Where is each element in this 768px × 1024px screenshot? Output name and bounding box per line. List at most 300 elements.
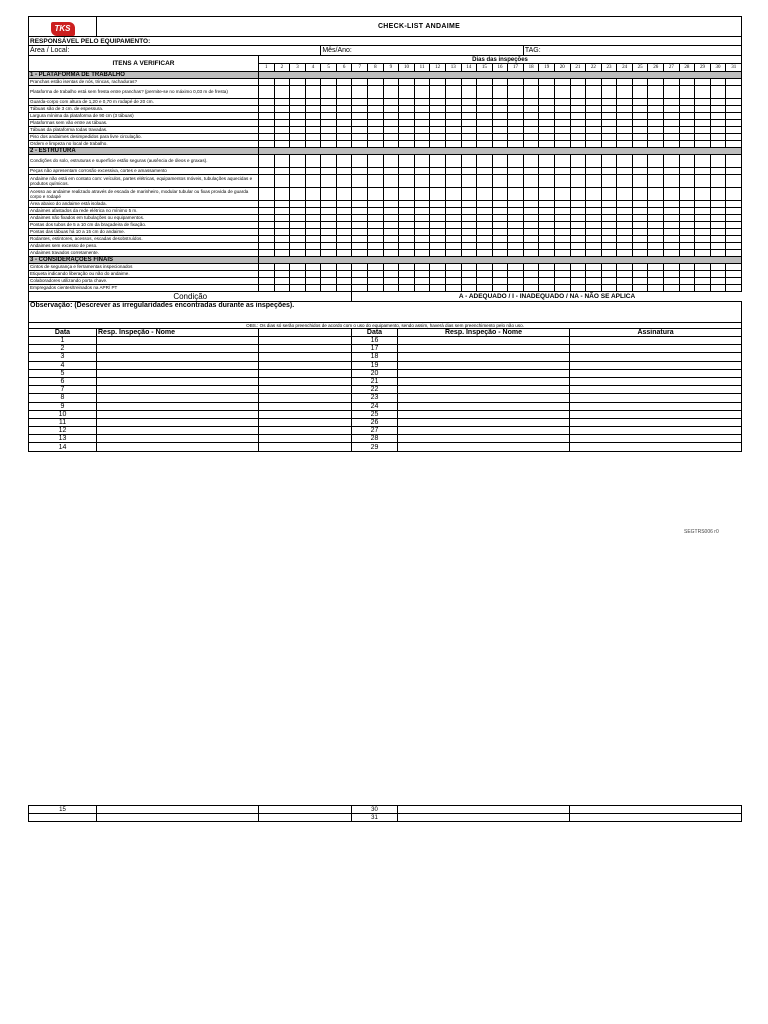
day-check-cell[interactable] [383, 222, 399, 229]
day-check-cell[interactable] [695, 278, 711, 285]
day-check-cell[interactable] [305, 278, 321, 285]
day-check-cell[interactable] [352, 168, 368, 175]
day-check-cell[interactable] [554, 250, 570, 257]
day-check-cell[interactable] [695, 168, 711, 175]
day-check-cell[interactable] [710, 141, 726, 148]
record-extra[interactable] [259, 386, 352, 394]
record-inspector-name-2[interactable] [398, 435, 570, 443]
day-check-cell[interactable] [648, 79, 664, 86]
day-check-cell[interactable] [508, 271, 524, 278]
day-check-cell[interactable] [648, 278, 664, 285]
day-check-cell[interactable] [492, 188, 508, 201]
day-check-cell[interactable] [399, 243, 415, 250]
record-signature[interactable] [570, 369, 742, 377]
day-check-cell[interactable] [290, 168, 306, 175]
record-inspector-name-2[interactable] [398, 361, 570, 369]
day-check-cell[interactable] [259, 113, 275, 120]
record-inspector-name-2[interactable] [398, 806, 570, 814]
day-check-cell[interactable] [570, 99, 586, 106]
day-check-cell[interactable] [461, 250, 477, 257]
day-check-cell[interactable] [461, 127, 477, 134]
day-check-cell[interactable] [477, 155, 493, 168]
day-check-cell[interactable] [368, 188, 384, 201]
day-check-cell[interactable] [539, 271, 555, 278]
day-check-cell[interactable] [336, 229, 352, 236]
day-check-cell[interactable] [539, 264, 555, 271]
day-check-cell[interactable] [648, 201, 664, 208]
day-check-cell[interactable] [679, 86, 695, 99]
day-check-cell[interactable] [445, 229, 461, 236]
day-check-cell[interactable] [321, 222, 337, 229]
day-check-cell[interactable] [461, 134, 477, 141]
day-check-cell[interactable] [430, 86, 446, 99]
day-check-cell[interactable] [477, 134, 493, 141]
day-check-cell[interactable] [679, 106, 695, 113]
day-check-cell[interactable] [648, 99, 664, 106]
day-check-cell[interactable] [601, 250, 617, 257]
record-signature[interactable] [570, 345, 742, 353]
day-check-cell[interactable] [352, 264, 368, 271]
day-check-cell[interactable] [352, 271, 368, 278]
day-check-cell[interactable] [414, 175, 430, 188]
day-check-cell[interactable] [726, 188, 742, 201]
day-check-cell[interactable] [586, 155, 602, 168]
day-check-cell[interactable] [523, 106, 539, 113]
day-check-cell[interactable] [352, 141, 368, 148]
day-check-cell[interactable] [710, 188, 726, 201]
day-check-cell[interactable] [523, 141, 539, 148]
day-check-cell[interactable] [352, 134, 368, 141]
day-check-cell[interactable] [726, 99, 742, 106]
day-check-cell[interactable] [570, 141, 586, 148]
day-check-cell[interactable] [664, 222, 680, 229]
day-check-cell[interactable] [305, 168, 321, 175]
day-check-cell[interactable] [305, 243, 321, 250]
day-check-cell[interactable] [368, 278, 384, 285]
day-check-cell[interactable] [414, 271, 430, 278]
day-check-cell[interactable] [664, 106, 680, 113]
day-check-cell[interactable] [617, 134, 633, 141]
day-check-cell[interactable] [554, 222, 570, 229]
day-check-cell[interactable] [445, 86, 461, 99]
day-check-cell[interactable] [259, 201, 275, 208]
day-check-cell[interactable] [695, 285, 711, 292]
day-check-cell[interactable] [523, 229, 539, 236]
day-check-cell[interactable] [399, 127, 415, 134]
day-check-cell[interactable] [336, 134, 352, 141]
day-check-cell[interactable] [383, 264, 399, 271]
day-check-cell[interactable] [430, 236, 446, 243]
day-check-cell[interactable] [336, 141, 352, 148]
record-inspector-name[interactable] [97, 410, 259, 418]
day-check-cell[interactable] [274, 278, 290, 285]
day-check-cell[interactable] [477, 106, 493, 113]
day-check-cell[interactable] [664, 134, 680, 141]
day-check-cell[interactable] [383, 155, 399, 168]
day-check-cell[interactable] [523, 86, 539, 99]
day-check-cell[interactable] [274, 222, 290, 229]
day-check-cell[interactable] [679, 208, 695, 215]
day-check-cell[interactable] [445, 175, 461, 188]
day-check-cell[interactable] [601, 155, 617, 168]
day-check-cell[interactable] [259, 215, 275, 222]
day-check-cell[interactable] [430, 188, 446, 201]
day-check-cell[interactable] [290, 250, 306, 257]
day-check-cell[interactable] [461, 175, 477, 188]
day-check-cell[interactable] [632, 236, 648, 243]
record-extra[interactable] [259, 337, 352, 345]
day-check-cell[interactable] [430, 120, 446, 127]
day-check-cell[interactable] [710, 134, 726, 141]
day-check-cell[interactable] [336, 155, 352, 168]
day-check-cell[interactable] [679, 264, 695, 271]
day-check-cell[interactable] [461, 278, 477, 285]
day-check-cell[interactable] [414, 215, 430, 222]
day-check-cell[interactable] [508, 215, 524, 222]
day-check-cell[interactable] [430, 271, 446, 278]
day-check-cell[interactable] [632, 113, 648, 120]
day-check-cell[interactable] [601, 201, 617, 208]
day-check-cell[interactable] [336, 208, 352, 215]
day-check-cell[interactable] [477, 127, 493, 134]
day-check-cell[interactable] [508, 99, 524, 106]
day-check-cell[interactable] [445, 113, 461, 120]
day-check-cell[interactable] [336, 79, 352, 86]
day-check-cell[interactable] [617, 113, 633, 120]
record-inspector-name[interactable] [97, 443, 259, 451]
day-check-cell[interactable] [461, 229, 477, 236]
record-signature[interactable] [570, 361, 742, 369]
day-check-cell[interactable] [430, 134, 446, 141]
day-check-cell[interactable] [710, 120, 726, 127]
day-check-cell[interactable] [259, 243, 275, 250]
day-check-cell[interactable] [523, 278, 539, 285]
day-check-cell[interactable] [414, 120, 430, 127]
day-check-cell[interactable] [601, 120, 617, 127]
day-check-cell[interactable] [336, 278, 352, 285]
day-check-cell[interactable] [259, 155, 275, 168]
day-check-cell[interactable] [539, 229, 555, 236]
day-check-cell[interactable] [414, 113, 430, 120]
day-check-cell[interactable] [664, 250, 680, 257]
day-check-cell[interactable] [508, 175, 524, 188]
day-check-cell[interactable] [710, 271, 726, 278]
day-check-cell[interactable] [539, 79, 555, 86]
day-check-cell[interactable] [445, 278, 461, 285]
day-check-cell[interactable] [726, 113, 742, 120]
day-check-cell[interactable] [290, 113, 306, 120]
record-signature[interactable] [570, 418, 742, 426]
day-check-cell[interactable] [305, 188, 321, 201]
day-check-cell[interactable] [710, 79, 726, 86]
day-check-cell[interactable] [617, 215, 633, 222]
day-check-cell[interactable] [664, 155, 680, 168]
day-check-cell[interactable] [617, 236, 633, 243]
day-check-cell[interactable] [492, 201, 508, 208]
day-check-cell[interactable] [336, 271, 352, 278]
day-check-cell[interactable] [383, 215, 399, 222]
day-check-cell[interactable] [601, 127, 617, 134]
day-check-cell[interactable] [352, 86, 368, 99]
record-inspector-name[interactable] [97, 814, 259, 822]
day-check-cell[interactable] [290, 141, 306, 148]
day-check-cell[interactable] [554, 208, 570, 215]
day-check-cell[interactable] [648, 106, 664, 113]
day-check-cell[interactable] [695, 175, 711, 188]
day-check-cell[interactable] [554, 215, 570, 222]
day-check-cell[interactable] [368, 113, 384, 120]
day-check-cell[interactable] [321, 175, 337, 188]
day-check-cell[interactable] [336, 106, 352, 113]
day-check-cell[interactable] [368, 264, 384, 271]
day-check-cell[interactable] [664, 168, 680, 175]
day-check-cell[interactable] [259, 175, 275, 188]
day-check-cell[interactable] [321, 278, 337, 285]
day-check-cell[interactable] [259, 229, 275, 236]
day-check-cell[interactable] [445, 168, 461, 175]
day-check-cell[interactable] [601, 188, 617, 201]
day-check-cell[interactable] [445, 208, 461, 215]
day-check-cell[interactable] [726, 236, 742, 243]
day-check-cell[interactable] [352, 188, 368, 201]
day-check-cell[interactable] [477, 208, 493, 215]
day-check-cell[interactable] [586, 243, 602, 250]
day-check-cell[interactable] [695, 201, 711, 208]
day-check-cell[interactable] [321, 120, 337, 127]
day-check-cell[interactable] [554, 188, 570, 201]
day-check-cell[interactable] [477, 271, 493, 278]
day-check-cell[interactable] [601, 134, 617, 141]
day-check-cell[interactable] [617, 86, 633, 99]
day-check-cell[interactable] [632, 243, 648, 250]
day-check-cell[interactable] [632, 229, 648, 236]
day-check-cell[interactable] [399, 236, 415, 243]
day-check-cell[interactable] [399, 175, 415, 188]
day-check-cell[interactable] [664, 285, 680, 292]
day-check-cell[interactable] [321, 285, 337, 292]
day-check-cell[interactable] [710, 229, 726, 236]
day-check-cell[interactable] [321, 271, 337, 278]
record-inspector-name-2[interactable] [398, 427, 570, 435]
day-check-cell[interactable] [554, 168, 570, 175]
day-check-cell[interactable] [570, 79, 586, 86]
day-check-cell[interactable] [352, 243, 368, 250]
day-check-cell[interactable] [695, 113, 711, 120]
day-check-cell[interactable] [632, 99, 648, 106]
day-check-cell[interactable] [336, 99, 352, 106]
day-check-cell[interactable] [554, 120, 570, 127]
day-check-cell[interactable] [710, 201, 726, 208]
day-check-cell[interactable] [305, 134, 321, 141]
day-check-cell[interactable] [430, 278, 446, 285]
day-check-cell[interactable] [399, 222, 415, 229]
day-check-cell[interactable] [554, 155, 570, 168]
day-check-cell[interactable] [648, 168, 664, 175]
day-check-cell[interactable] [586, 168, 602, 175]
day-check-cell[interactable] [492, 106, 508, 113]
day-check-cell[interactable] [664, 264, 680, 271]
day-check-cell[interactable] [539, 236, 555, 243]
day-check-cell[interactable] [477, 175, 493, 188]
day-check-cell[interactable] [710, 278, 726, 285]
day-check-cell[interactable] [477, 201, 493, 208]
day-check-cell[interactable] [492, 208, 508, 215]
day-check-cell[interactable] [570, 243, 586, 250]
day-check-cell[interactable] [336, 264, 352, 271]
day-check-cell[interactable] [554, 86, 570, 99]
day-check-cell[interactable] [290, 86, 306, 99]
record-inspector-name[interactable] [97, 377, 259, 385]
day-check-cell[interactable] [477, 250, 493, 257]
day-check-cell[interactable] [274, 236, 290, 243]
day-check-cell[interactable] [632, 271, 648, 278]
day-check-cell[interactable] [648, 243, 664, 250]
day-check-cell[interactable] [305, 236, 321, 243]
day-check-cell[interactable] [632, 264, 648, 271]
day-check-cell[interactable] [586, 120, 602, 127]
day-check-cell[interactable] [445, 99, 461, 106]
record-inspector-name[interactable] [97, 386, 259, 394]
day-check-cell[interactable] [664, 86, 680, 99]
day-check-cell[interactable] [539, 222, 555, 229]
day-check-cell[interactable] [305, 120, 321, 127]
day-check-cell[interactable] [508, 155, 524, 168]
day-check-cell[interactable] [539, 285, 555, 292]
day-check-cell[interactable] [274, 127, 290, 134]
day-check-cell[interactable] [523, 285, 539, 292]
day-check-cell[interactable] [539, 113, 555, 120]
day-check-cell[interactable] [274, 155, 290, 168]
day-check-cell[interactable] [726, 264, 742, 271]
day-check-cell[interactable] [664, 120, 680, 127]
day-check-cell[interactable] [648, 236, 664, 243]
day-check-cell[interactable] [414, 141, 430, 148]
day-check-cell[interactable] [368, 215, 384, 222]
day-check-cell[interactable] [570, 208, 586, 215]
day-check-cell[interactable] [305, 264, 321, 271]
day-check-cell[interactable] [695, 141, 711, 148]
day-check-cell[interactable] [368, 250, 384, 257]
day-check-cell[interactable] [648, 215, 664, 222]
record-inspector-name-2[interactable] [398, 337, 570, 345]
record-inspector-name[interactable] [97, 353, 259, 361]
record-signature[interactable] [570, 353, 742, 361]
day-check-cell[interactable] [523, 243, 539, 250]
day-check-cell[interactable] [321, 250, 337, 257]
day-check-cell[interactable] [586, 208, 602, 215]
day-check-cell[interactable] [259, 188, 275, 201]
day-check-cell[interactable] [554, 229, 570, 236]
day-check-cell[interactable] [695, 215, 711, 222]
day-check-cell[interactable] [477, 86, 493, 99]
day-check-cell[interactable] [445, 155, 461, 168]
day-check-cell[interactable] [274, 243, 290, 250]
area-field[interactable]: Área / Local: [29, 46, 321, 56]
day-check-cell[interactable] [695, 271, 711, 278]
day-check-cell[interactable] [368, 271, 384, 278]
day-check-cell[interactable] [430, 155, 446, 168]
day-check-cell[interactable] [461, 271, 477, 278]
day-check-cell[interactable] [664, 99, 680, 106]
day-check-cell[interactable] [710, 86, 726, 99]
day-check-cell[interactable] [664, 243, 680, 250]
day-check-cell[interactable] [570, 271, 586, 278]
day-check-cell[interactable] [336, 250, 352, 257]
day-check-cell[interactable] [290, 175, 306, 188]
day-check-cell[interactable] [648, 113, 664, 120]
record-inspector-name[interactable] [97, 418, 259, 426]
day-check-cell[interactable] [695, 222, 711, 229]
day-check-cell[interactable] [368, 79, 384, 86]
day-check-cell[interactable] [617, 188, 633, 201]
day-check-cell[interactable] [664, 201, 680, 208]
day-check-cell[interactable] [523, 99, 539, 106]
day-check-cell[interactable] [695, 243, 711, 250]
day-check-cell[interactable] [695, 188, 711, 201]
record-inspector-name-2[interactable] [398, 418, 570, 426]
day-check-cell[interactable] [601, 99, 617, 106]
day-check-cell[interactable] [664, 229, 680, 236]
day-check-cell[interactable] [430, 229, 446, 236]
day-check-cell[interactable] [601, 243, 617, 250]
record-inspector-name-2[interactable] [398, 410, 570, 418]
day-check-cell[interactable] [523, 79, 539, 86]
day-check-cell[interactable] [445, 236, 461, 243]
day-check-cell[interactable] [336, 188, 352, 201]
day-check-cell[interactable] [632, 141, 648, 148]
day-check-cell[interactable] [648, 229, 664, 236]
day-check-cell[interactable] [570, 113, 586, 120]
record-inspector-name-2[interactable] [398, 369, 570, 377]
day-check-cell[interactable] [617, 250, 633, 257]
day-check-cell[interactable] [290, 264, 306, 271]
day-check-cell[interactable] [586, 188, 602, 201]
day-check-cell[interactable] [710, 215, 726, 222]
day-check-cell[interactable] [352, 120, 368, 127]
day-check-cell[interactable] [726, 155, 742, 168]
day-check-cell[interactable] [710, 113, 726, 120]
record-extra[interactable] [259, 410, 352, 418]
day-check-cell[interactable] [726, 79, 742, 86]
day-check-cell[interactable] [554, 134, 570, 141]
day-check-cell[interactable] [710, 208, 726, 215]
day-check-cell[interactable] [617, 120, 633, 127]
day-check-cell[interactable] [368, 106, 384, 113]
day-check-cell[interactable] [710, 285, 726, 292]
day-check-cell[interactable] [383, 120, 399, 127]
day-check-cell[interactable] [570, 229, 586, 236]
day-check-cell[interactable] [274, 134, 290, 141]
day-check-cell[interactable] [492, 175, 508, 188]
day-check-cell[interactable] [368, 201, 384, 208]
day-check-cell[interactable] [321, 134, 337, 141]
day-check-cell[interactable] [492, 243, 508, 250]
day-check-cell[interactable] [726, 250, 742, 257]
day-check-cell[interactable] [508, 168, 524, 175]
record-inspector-name-2[interactable] [398, 402, 570, 410]
day-check-cell[interactable] [508, 134, 524, 141]
day-check-cell[interactable] [352, 79, 368, 86]
day-check-cell[interactable] [710, 264, 726, 271]
day-check-cell[interactable] [461, 120, 477, 127]
day-check-cell[interactable] [617, 278, 633, 285]
day-check-cell[interactable] [492, 222, 508, 229]
day-check-cell[interactable] [477, 243, 493, 250]
day-check-cell[interactable] [305, 285, 321, 292]
day-check-cell[interactable] [648, 271, 664, 278]
day-check-cell[interactable] [430, 168, 446, 175]
day-check-cell[interactable] [430, 127, 446, 134]
